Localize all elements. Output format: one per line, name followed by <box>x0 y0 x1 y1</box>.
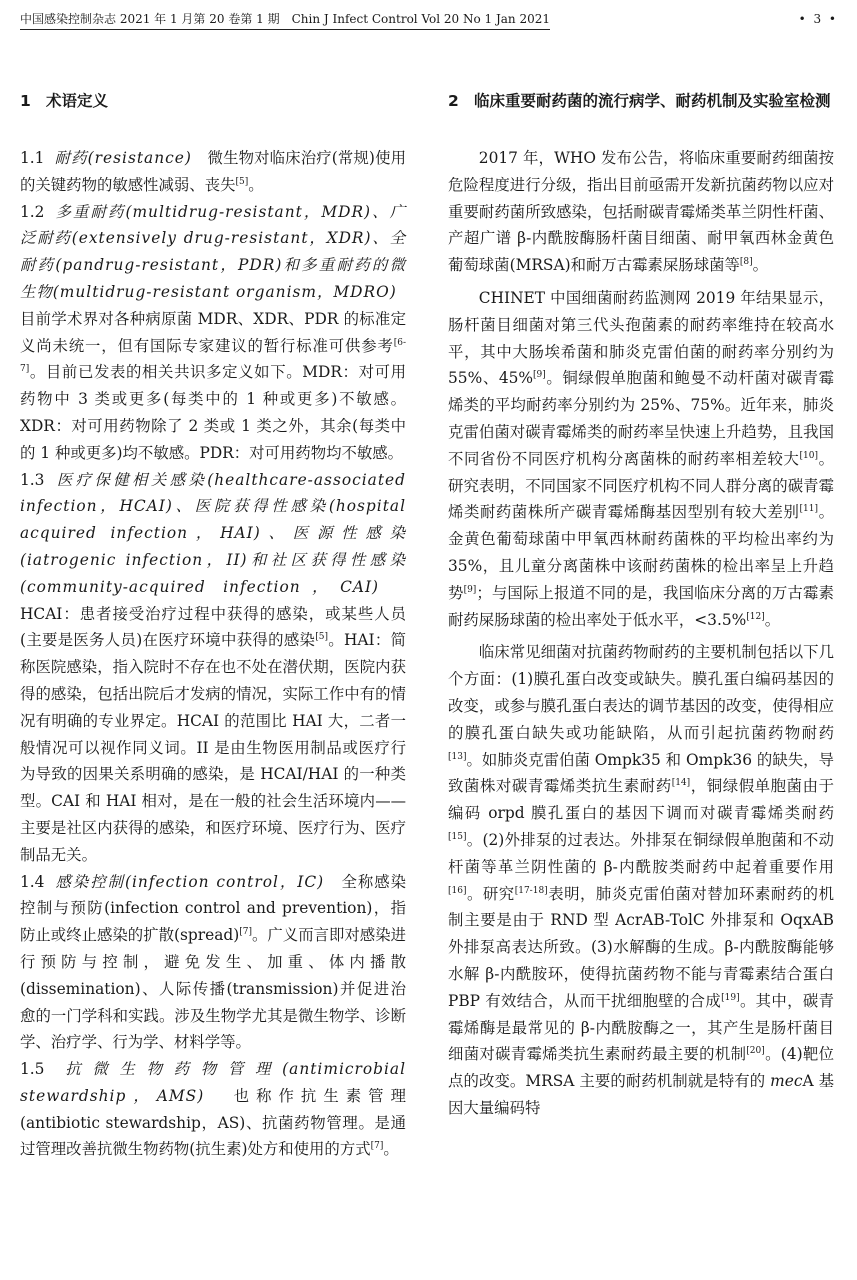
citation: [14] <box>671 778 691 789</box>
right-column <box>448 88 834 1122</box>
term-number: 1.1 <box>20 149 45 167</box>
term-text: 。广义而言即对感染进行预防与控制，避免发生、加重、体内播散(dissemination)、人际传播(transmission)并促进治愈的一门学科和实践。涉及生物学尤其是微生物学、诊断学、治疗学、行为学、材料学等。 <box>20 926 406 1052</box>
paragraph-text: 。如肺炎克雷伯菌 Ompk35 和 Ompk36 的缺失，导致菌株对碳青霉烯类抗生素耐药 <box>448 750 834 796</box>
section-number: 1 <box>20 92 31 110</box>
paragraph-text: 。 <box>764 610 781 629</box>
paragraph-text: ，铜绿假单胞菌由于编码 orpd 膜孔蛋白的基因下调而对碳青霉烯类耐药 <box>448 777 834 823</box>
citation: [5] <box>315 632 328 643</box>
running-head <box>20 10 838 30</box>
section-1-heading <box>20 88 406 115</box>
paragraph-text: 。其中，碳青霉烯酶是最常见的 β-内酰胺酶之一，其产生是肠杆菌目细菌对碳青霉烯类抗生素耐药最主要的机制 <box>448 991 834 1064</box>
paragraph-text: 。金黄色葡萄球菌中甲氧西林耐药菌株的平均检出率约为 35%，且儿童分离菌株中该耐药菌株的检出率呈上升趋势 <box>448 503 834 602</box>
term-number: 1.5 <box>20 1060 45 1079</box>
paragraph-text: 。研究表明，不同国家不同医疗机构不同人群分离的碳青霉烯类耐药菌株所产碳青霉烯酶基因型别有较大差别 <box>448 449 834 522</box>
paragraph-text: 。(4)靶位点的改变。MRSA 主要的耐药机制就是特有的 <box>448 1045 834 1091</box>
term-1-2 <box>20 199 413 467</box>
citation: [19] <box>721 992 740 1003</box>
paragraph-mechanisms <box>448 639 834 1121</box>
term-name: 耐药(resistance) <box>54 149 192 167</box>
citation: [6-7] <box>20 337 406 375</box>
term-text: 全称感染控制与预防(infection control and prevention)，指防止或终止感染的扩散(spread) <box>20 872 406 945</box>
term-name: 抗微生物药物管理(antimicrobial stewardship，AMS) <box>20 1060 406 1105</box>
citation: [17-18] <box>514 885 548 896</box>
paragraph-text: CHINET 中国细菌耐药监测网 2019 年结果显示，肠杆菌目细菌对第三代头孢菌素的耐药率维持在较高水平，其中大肠埃希菌和肺炎克雷伯菌的耐药率分别约为 55%、45% <box>448 288 834 388</box>
paragraph-text: ；与国际上报道不同的是，我国临床分离的万古霉素耐药屎肠球菌的检出率处于低水平，<3.5% <box>448 583 834 629</box>
citation: [5] <box>235 176 249 187</box>
citation: [7] <box>370 1141 384 1152</box>
term-text: 。HAI：简称医院感染，指入院时不存在也不处在潜伏期，医院内获得的感染，包括出院后才发病的情况，实际工作中有的情况有明确的专业界定。HCAI 的范围比 HAI 大，二者一般情况可以视作同义词。II 是由生物医用制品或医疗行为导致的因果关系明确的感染，是 HCAI/HAI 的一种类型。CAI 和 HAI 相对，是在一般的社会生活环境内——主要是社区内获得的感染，和医疗环境、医疗行为、医疗制品无关。 <box>20 631 406 864</box>
citation: [9] <box>463 584 477 595</box>
citation: [16] <box>448 885 467 896</box>
term-text: 微生物对临床治疗(常规)使用的关键药物的敏感性减弱、丧失 <box>20 149 406 194</box>
page-number: • 3 • <box>798 12 838 26</box>
term-name: 感染控制(infection control，IC) <box>54 872 325 891</box>
citation: [13] <box>448 751 467 762</box>
paragraph-who <box>448 145 834 279</box>
citation: [9] <box>533 370 546 381</box>
citation: [15] <box>448 831 467 842</box>
paragraph-text: 。 <box>752 256 769 275</box>
paragraph-text: 。(2)外排泵的过表达。外排泵在铜绿假单胞菌和不动杆菌等革兰阴性菌的 β-内酰胺类耐药中起着重要作用 <box>448 830 834 876</box>
paragraph-text: A 基因大量编码特 <box>448 1072 834 1117</box>
section-title: 术语定义 <box>46 92 109 110</box>
term-text: 。目前已发表的相关共识多定义如下。MDR：对可用药物中 3 类或更多(每类中的 1 种或更多)不敏感。XDR：对可用药物除了 2 类或 1 类之外，其余(每类中的 1 种或更多)均不敏感。PDR：对可用药物均不敏感。 <box>20 363 406 462</box>
paragraph-text: 2017 年，WHO 发布公告，将临床重要耐药细菌按危险程度进行分级，指出目前亟需开发新抗菌药物以应对重要耐药菌所致感染，包括耐碳青霉烯类革兰阴性杆菌、产超广谱 β-内酰胺酶肠杆菌目细菌、耐甲氧西林金黄色葡萄球菌(MRSA)和耐万古霉素屎肠球菌等 <box>448 149 834 275</box>
citation: [12] <box>746 611 765 622</box>
paragraph-text: 。铜绿假单胞菌和鲍曼不动杆菌对碳青霉烯类的平均耐药率分别约为 25%、75%。近年来，肺炎克雷伯菌对碳青霉烯类的耐药率呈快速上升趋势，且我国不同省份不同医疗机构分离菌株的耐药率相差较大 <box>448 369 834 468</box>
term-number: 1.3 <box>20 470 45 489</box>
term-text: 。 <box>248 175 264 194</box>
term-name: 多重耐药(multidrug-resistant，MDR)、广泛耐药(extensively drug-resistant，XDR)、全耐药(pandrug-resistant，PDR)和多重耐药的微生物(multidrug-resistant organism，MDRO) <box>20 202 406 301</box>
term-name: 医疗保健相关感染(healthcare-associated infection，HCAI)、医院获得性感染(hospital acquired infection，HAI)、医源性感染(iatrogenic infection，II)和社区获得性感染(community-acquired infection，CAI) <box>20 470 406 596</box>
citation: [20] <box>746 1046 765 1057</box>
term-1-3 <box>20 467 406 869</box>
term-text: 目前学术界对各种病原菌 MDR、XDR、PDR 的标准定义尚未统一，但有国际专家建议的暂行标准可供参考 <box>20 282 413 355</box>
left-column <box>20 88 413 1163</box>
term-text: HCAI：患者接受治疗过程中获得的感染，或某些人员(主要是医务人员)在医疗环境中获得的感染 <box>20 577 406 650</box>
citation: [11] <box>799 504 818 515</box>
citation: [10] <box>799 450 818 461</box>
paragraph-text: 临床常见细菌对抗菌药物耐药的主要机制包括以下几个方面：(1)膜孔蛋白改变或缺失。膜孔蛋白编码基因的改变，或参与膜孔蛋白表达的调节基因的改变，使得相应的膜孔蛋白缺失或功能缺陷，从而引起抗菌药物耐药 <box>448 643 834 742</box>
term-text: 也称作抗生素管理(antibiotic stewardship，AS)、抗菌药物管理。是通过管理改善抗微生物药物(抗生素)处方和使用的方式 <box>20 1086 406 1159</box>
term-number: 1.4 <box>20 872 45 891</box>
section-number: 2 <box>448 92 459 110</box>
journal-citation: 中国感染控制杂志 2021 年 1 月第 20 卷第 1 期 Chin J Infect Control Vol 20 No 1 Jan 2021 <box>20 10 550 30</box>
term-1-4 <box>20 869 406 1057</box>
paragraph-text: 表明，肺炎克雷伯菌对替加环素耐药的机制主要是由于 RND 型 AcrAB-TolC 外排泵和 OqxAB 外排泵高表达所致。(3)水解酶的生成。β-内酰胺酶能够水解 β-内酰胺环，使得抗菌药物不能与青霉素结合蛋白 PBP 有效结合，从而干扰细胞壁的合成 <box>448 884 834 1010</box>
term-1-1 <box>20 145 406 199</box>
term-1-5 <box>20 1056 406 1163</box>
gene-name: mec <box>770 1072 803 1091</box>
term-text: 。 <box>383 1140 399 1159</box>
paragraph-text: 。研究 <box>466 884 515 903</box>
citation: [8] <box>739 257 753 268</box>
citation: [7] <box>239 926 252 937</box>
section-title: 临床重要耐药菌的流行病学、耐药机制及实验室检测 <box>474 92 831 110</box>
paragraph-chinet <box>448 285 834 633</box>
section-2-heading <box>448 88 834 115</box>
term-number: 1.2 <box>20 202 45 221</box>
